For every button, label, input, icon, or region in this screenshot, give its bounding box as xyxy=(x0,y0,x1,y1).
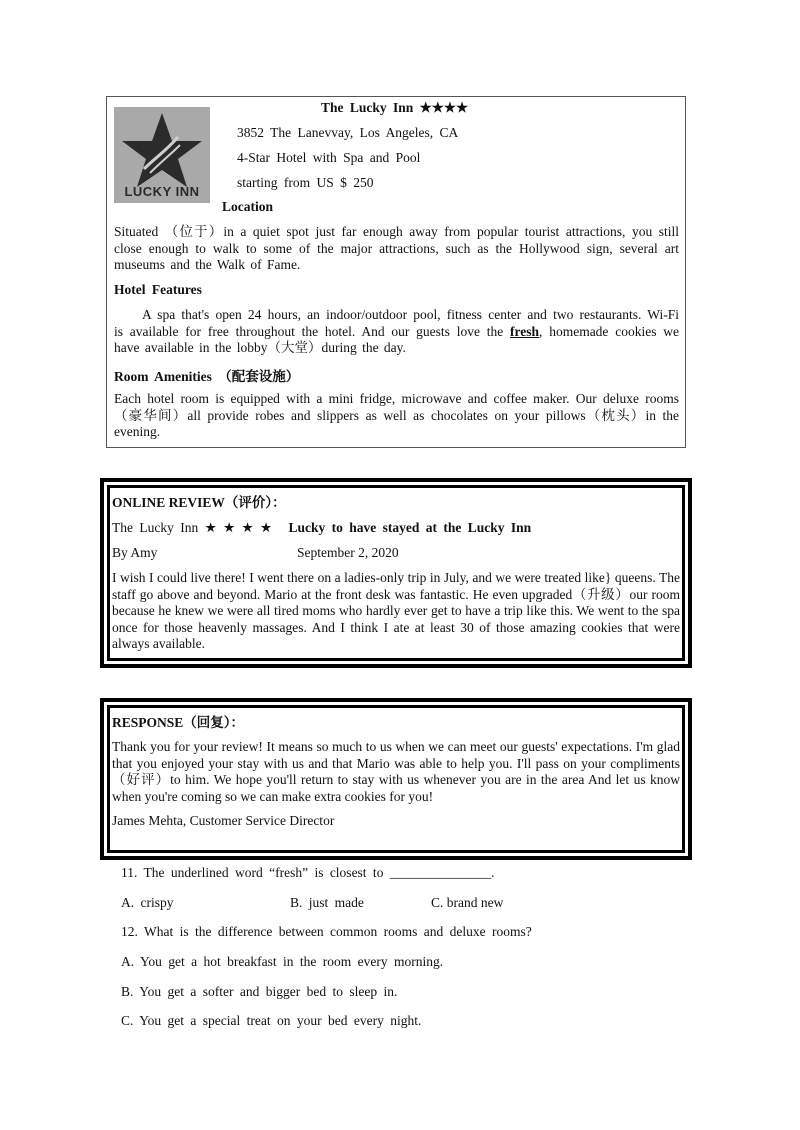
response-signature: James Mehta, Customer Service Director xyxy=(112,813,335,828)
hotel-price: starting from US $ 250 xyxy=(237,175,374,190)
hotel-type: 4-Star Hotel with Spa and Pool xyxy=(237,150,421,165)
review-meta xyxy=(112,545,680,562)
q11-option-a: A. crispy xyxy=(121,895,174,910)
location-heading: Location xyxy=(222,199,274,214)
q12-option-c: C. You get a special treat on your bed every night. xyxy=(121,1013,422,1028)
q12-option-b: B. You get a softer and bigger bed to sleep in. xyxy=(121,984,398,999)
hotel-address: 3852 The Lanevvay, Los Angeles, CA xyxy=(237,125,459,140)
logo-text: LUCKY INN xyxy=(124,184,200,199)
q11-option-c: C. brand new xyxy=(431,895,504,910)
review-author: By Amy xyxy=(112,545,158,560)
review-heading: ONLINE REVIEW（评价）： xyxy=(112,495,286,510)
review-hotel: The Lucky Inn ★ ★ ★ ★ xyxy=(112,520,273,535)
response-heading: RESPONSE（回复）： xyxy=(112,715,245,730)
question-12: 12. What is the difference between common rooms and deluxe rooms? xyxy=(121,924,532,939)
review-date: September 2, 2020 xyxy=(297,545,399,560)
features-heading: Hotel Features xyxy=(114,282,202,297)
q11-option-b: B. just made xyxy=(290,895,364,910)
amenities-text: Each hotel room is equipped with a mini fridge, microwave and coffee maker. Our deluxe rooms（豪华间）all provide robes and slippers as well as chocolates on your pillows（枕头）in the evening. xyxy=(114,391,679,439)
review-text: I wish I could live there! I went there on a ladies-only trip in July, and we were treated like} queens. The staff go above and beyond. Mario at the front desk was fantastic. He even upgraded（升级）our room because he knew we were all tired moms who hardly ever get to have a trip like this. We went to the spa once for those heavenly massages. And I think I ate at least 30 of those amazing cookies that were always available. xyxy=(112,570,680,651)
amenities-heading: Room Amenities （配套设施） xyxy=(114,369,300,384)
hotel-info-box xyxy=(106,96,686,448)
hotel-logo xyxy=(114,107,210,203)
review-title: Lucky to have stayed at the Lucky Inn xyxy=(288,520,532,535)
features-text: A spa that's open 24 hours, an indoor/outdoor pool, fitness center and two restaurants. Wi-Fi is available for free throughout the hotel. And our guests love the fresh, homemade cookies we have available in the lobby（大堂）during the day. xyxy=(114,307,679,355)
location-text: Situated （位于）in a quiet spot just far enough away from popular tourist attractions, you still close enough to walk to some of the major attractions, such as the Hollywood sign, several art museums and the Walk of Fame. xyxy=(114,224,679,272)
review-title-line xyxy=(112,520,680,536)
hotel-name: The Lucky Inn ★★★★ xyxy=(321,100,469,115)
response-text: Thank you for your review! It means so much to us when we can meet our guests' expectations. I'm glad that you enjoyed your stay with us and that Mario was able to help you. I'll pass on your compliments（好评）to him. We hope you'll return to stay with us whenever you are in the area And let us know when you're coming so we can make extra cookies for you! xyxy=(112,739,680,804)
response-box xyxy=(100,698,692,860)
online-review-box xyxy=(100,478,692,668)
underlined-word-fresh: fresh xyxy=(510,323,540,339)
q12-option-a: A. You get a hot breakfast in the room every morning. xyxy=(121,954,444,969)
question-11: 11. The underlined word “fresh” is closest to _______________. xyxy=(121,865,495,880)
